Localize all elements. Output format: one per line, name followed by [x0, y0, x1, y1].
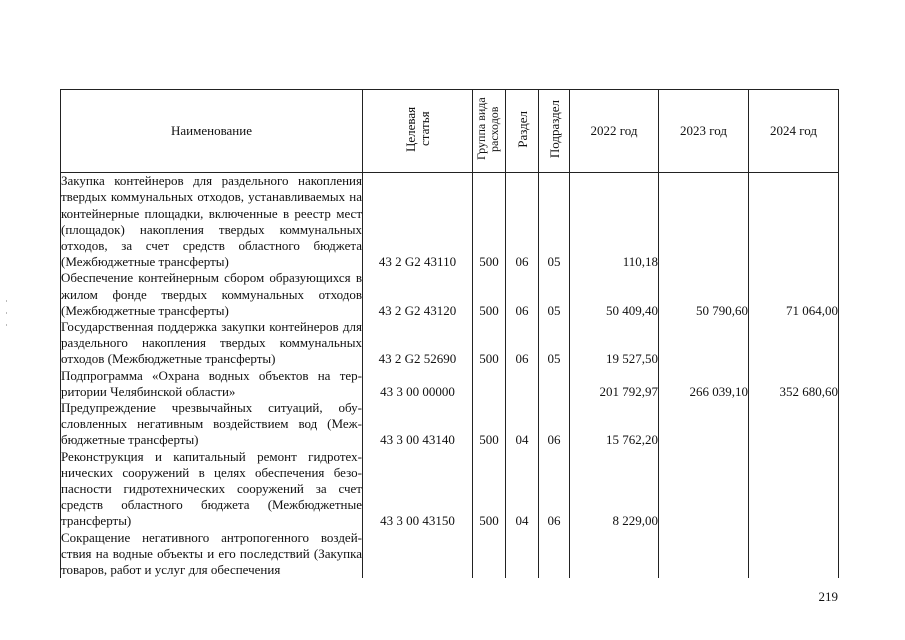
table-row	[61, 319, 839, 368]
row-group: 500	[473, 270, 506, 319]
row-2024	[749, 319, 839, 368]
row-subsection: 06	[539, 400, 570, 449]
row-2024: 352 680,60	[749, 368, 839, 400]
header-section	[506, 90, 539, 173]
row-2024: 71 064,00	[749, 270, 839, 319]
row-group: 500	[473, 319, 506, 368]
header-2024: 2024 год	[749, 90, 839, 173]
row-name: Государственная поддержка закупки контейнеров для раздельного накопления твердых коммунальных отходов (Межбюджетные трансферты)	[61, 319, 362, 367]
row-name: Реконструкция и капитальный ремонт гидротехнических сооружений в целях обеспечения безопасности гидротехнических сооружений за счет средств областного бюджета (Межбюджетные трансферты)	[61, 448, 362, 529]
row-2022: 50 409,40	[570, 270, 659, 319]
scan-artifact	[6, 300, 7, 302]
row-2023	[659, 173, 749, 271]
row-subsection: 05	[539, 319, 570, 368]
scan-artifact	[6, 324, 7, 326]
row-2024	[749, 530, 839, 579]
row-2022: 15 762,20	[570, 400, 659, 449]
row-name: Предупреждение чрезвычайных ситуаций, обусловленных негативным воздействием вод (Межбюджетные трансферты)	[61, 400, 362, 448]
header-target	[363, 90, 473, 173]
row-2023	[659, 530, 749, 579]
row-2023	[659, 319, 749, 368]
table-row	[61, 270, 839, 319]
row-name: Закупка контейнеров для раздельного накопления твердых коммунальных отходов, устанавливаемых на контейнерные площадки, включенные в реестр мест (площадок) накопления твердых коммунальных отходов, за счет средств областного бюджета (Межбюджетные трансферты)	[61, 173, 362, 270]
row-2023: 266 039,10	[659, 368, 749, 400]
header-target-label: Целевая статья	[402, 106, 432, 152]
row-target: 43 3 00 43150	[363, 449, 473, 530]
row-subsection	[539, 530, 570, 579]
header-name: Наименование	[61, 90, 363, 173]
row-name: Сокращение негативного антропогенного воздействия на водные объекты и его последствий (Закупка товаров, работ и услуг для обеспечения	[61, 529, 362, 578]
table-row	[61, 173, 839, 271]
row-2024	[749, 449, 839, 530]
row-section	[506, 368, 539, 400]
row-section	[506, 530, 539, 579]
budget-table	[60, 89, 839, 578]
row-name: Подпрограмма «Охрана водных объектов на территории Челябинской области»	[61, 367, 362, 399]
row-section: 06	[506, 173, 539, 271]
table-row	[61, 530, 839, 579]
row-2022	[570, 530, 659, 579]
row-group: 500	[473, 173, 506, 271]
row-group: 500	[473, 449, 506, 530]
page-number: 219	[818, 589, 838, 604]
row-group	[473, 368, 506, 400]
row-2022: 201 792,97	[570, 368, 659, 400]
row-target	[363, 530, 473, 579]
row-group: 500	[473, 400, 506, 449]
row-section: 06	[506, 270, 539, 319]
table-row	[61, 449, 839, 530]
row-2024	[749, 173, 839, 271]
row-subsection: 05	[539, 270, 570, 319]
table-row	[61, 368, 839, 400]
row-2022: 19 527,50	[570, 319, 659, 368]
header-group	[473, 90, 506, 173]
row-name: Обеспечение контейнерным сбором образующихся в жилом фонде твердых коммунальных отходов (Межбюджетные трансферты)	[61, 270, 362, 318]
row-subsection	[539, 368, 570, 400]
row-target: 43 2 G2 52690	[363, 319, 473, 368]
row-target: 43 2 G2 43120	[363, 270, 473, 319]
row-2023	[659, 400, 749, 449]
row-subsection: 05	[539, 173, 570, 271]
header-section-label: Раздел	[514, 110, 530, 148]
row-section: 06	[506, 319, 539, 368]
row-section: 04	[506, 400, 539, 449]
row-target: 43 3 00 00000	[363, 368, 473, 400]
table-header-row	[61, 90, 839, 173]
header-subsection	[539, 90, 570, 173]
row-2023: 50 790,60	[659, 270, 749, 319]
row-target: 43 3 00 43140	[363, 400, 473, 449]
row-2022: 8 229,00	[570, 449, 659, 530]
row-2024	[749, 400, 839, 449]
row-2023	[659, 449, 749, 530]
row-target: 43 2 G2 43110	[363, 173, 473, 271]
row-section: 04	[506, 449, 539, 530]
row-2022: 110,18	[570, 173, 659, 271]
header-2023: 2023 год	[659, 90, 749, 173]
table-row	[61, 400, 839, 449]
header-2022: 2022 год	[570, 90, 659, 173]
scan-artifact	[6, 312, 7, 314]
header-group-label: Группа вида расходов	[474, 97, 501, 161]
row-group	[473, 530, 506, 579]
row-subsection: 06	[539, 449, 570, 530]
header-subsection-label: Подраздел	[546, 99, 562, 159]
